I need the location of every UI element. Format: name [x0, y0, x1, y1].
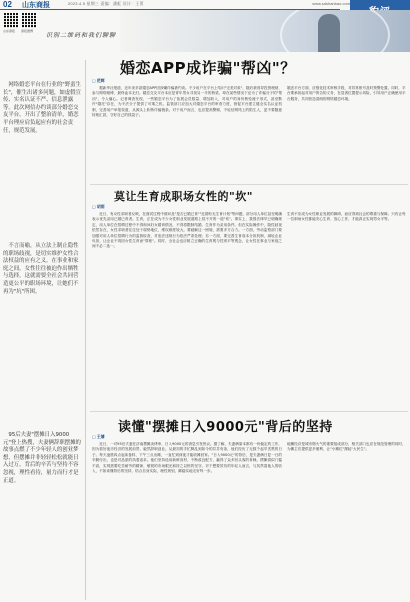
qr-label: 商报微博 — [21, 29, 34, 33]
article-headline[interactable]: 莫让生育成职场女性的"坎" — [114, 190, 253, 203]
article-byline: □ 范辉 — [92, 78, 105, 83]
article-sidebar: 生育不应成为女性职业发展的障碍，而应得到社会的尊重与保障。只有让每一位职场女性都能安心生育、放心工作，才能真正实现男女平等。 — [287, 212, 406, 222]
article-paragraph: 近日，一对95后夫妻在济南摆摊卖烤串，日入9000元的消息引发热议。据了解，夫妻俩原本都有一份稳定的工作，因为看好夜市经济的发展前景，毅然辞职创业。从最初的手忙脚乱到如今的井井有条，他们经历了无数个起早贪黑的日子。每天凌晨四点起床备料，下午三点出摊，一直忙到深夜才能收摊回家。"日入9000元"的背后，是夫妻俩日复一日的辛勤付出，也是对品质的执着追求。他们坚持选用新鲜食材，不断改良配方，赢得了众多回头客的青睐。摆摊看似门槛不高，实则需要吃苦耐劳的精神、敏锐的市场眼光和持之以恒的坚守。对于想要效仿的年轻人而言，与其羡慕他人的收入，不如读懂背后的坚持，结合自身实际，理性规划，脚踏实地走好每一步。 — [92, 442, 282, 474]
article-byline: □ 胡雨 — [92, 204, 105, 209]
section-rule — [90, 184, 408, 185]
qr-code-icon[interactable] — [4, 13, 19, 28]
banner-figure — [318, 14, 340, 52]
article-sidebar: 婚恋平台方面，应强化技术审核手段，对异常账号及时预警处置。同时，平台要承担起对用户的告知义务，在显著位置提示风险，引导用户正确使用平台服务，共同营造清朗的网络婚恋环境。 — [287, 86, 406, 101]
article-body — [92, 86, 282, 181]
article-sidebar: 地摊经济是城市烟火气的重要组成部分，相关部门也应在规范管理的同时，为摊主们提供更多便利，让"小摊位"撑起"大民生"。 — [287, 442, 406, 452]
banner-image — [120, 10, 410, 52]
masthead — [0, 0, 410, 9]
article-headline[interactable]: 婚恋APP成诈骗"帮凶"？ — [120, 59, 296, 77]
article-body — [92, 212, 282, 408]
tagline: 识别二维码和我们聊聊 — [46, 32, 117, 39]
website-url[interactable]: www.sdshanbao.com — [312, 1, 350, 6]
comment-snippet: 95后夫妻"摆摊日入9000元"登上热搜，夫妻俩辞职摆摊的故事点燃了不少年轻人的创业梦想，但摆摊并非轻轻松松就能日入过万，背后的辛苦与坚持不容忽视，理性看待，量力而行才是正道。 — [3, 432, 81, 484]
issue-meta: 2023.4.5 星期三 责编：潘虹 设计：王菁 — [68, 1, 144, 6]
article-byline: □ 王婧 — [92, 434, 105, 439]
comment-snippet: 不言而喻，从立法上制止隐性的职场歧视，是切实维护女性合法权益的应有之义。在事业和家庭之间，女性往往被迫作出牺牲与选择，这就需要全社会共同营造更公平的职场环境，让她们不再为"坑"所困。 — [3, 243, 79, 295]
article-body — [92, 442, 282, 598]
comment-snippet: 网络婚恋平台在行业的"野蛮生长"，催生出诸多问题，如虚假宣传、实名认证不严、信息泄露等。此次网信办约谈部分婚恋交友平台，开出了整治清单，婚恋平台理应肩负起应有的社会责任，规范发展。 — [3, 82, 81, 134]
article-paragraph: 近日，有女性求职者反映，在面试过程中被问及"是否已婚已育""近期有无生育计划"等问题，部分用人单位甚至明确表示优先录用已婚已育者。生育，正在成为不少女性职业发展道路上绕不开的一道"坎"。事实上，我国法律早已明确规定，用人单位在招聘过程中不得询问妇女婚育情况，不得将限制结婚、生育作为录用条件。但在实际操作中，隐性歧视依然存在，女性求职者往往处于弱势地位，维权难度较大。要破解这一困境，需要多方合力。一方面，劳动监察部门要加强对用人单位招聘行为的监督检查，对违法违规行为依法严肃处理；另一方面，要完善生育成本分担机制，减轻企业负担，让企业不再因女性生育而"算账"。同时，全社会也应树立正确的生育观与性别平等观念，让女性在事业与家庭之间不必二选一。 — [92, 212, 282, 249]
article-headline[interactable]: 读懂"摆摊日入9000元"背后的坚持 — [118, 420, 333, 435]
article-paragraph: 据新华社报道，近年来多款婚恋APP因涉嫌诈骗被约谈。不少用户在平台上结识"完美对象"，随后被诱导投资理财、参与网络赌博，最终血本无归。婚恋交友平台本应是青年男女寻找另一半的桥梁，却在某些情况下沦为了诈骗分子的"帮凶"，令人痛心。记者调查发现，一些婚恋平台为了拓展会员数量、增加收入，对用户的身份核验流于形式，甚至默许"婚托"存在，为不法分子提供了可乘之机。监管部门应加大对婚恋平台的审查力度，督促平台建立健全实名认证机制，完善用户举报渠道，从源头上斩断诈骗链条。对于用户而言，也应提高警惕，不轻信网络上的陌生人，更不要随意转账汇款，守好自己的钱袋子。 — [92, 86, 282, 118]
qr-code-icon[interactable] — [22, 13, 37, 28]
section-rule — [90, 411, 408, 412]
page-number: 02 — [3, 0, 12, 9]
paper-name: 山东商报 — [22, 1, 50, 9]
column-divider — [85, 60, 86, 600]
qr-label: 山东商报 — [3, 29, 16, 33]
